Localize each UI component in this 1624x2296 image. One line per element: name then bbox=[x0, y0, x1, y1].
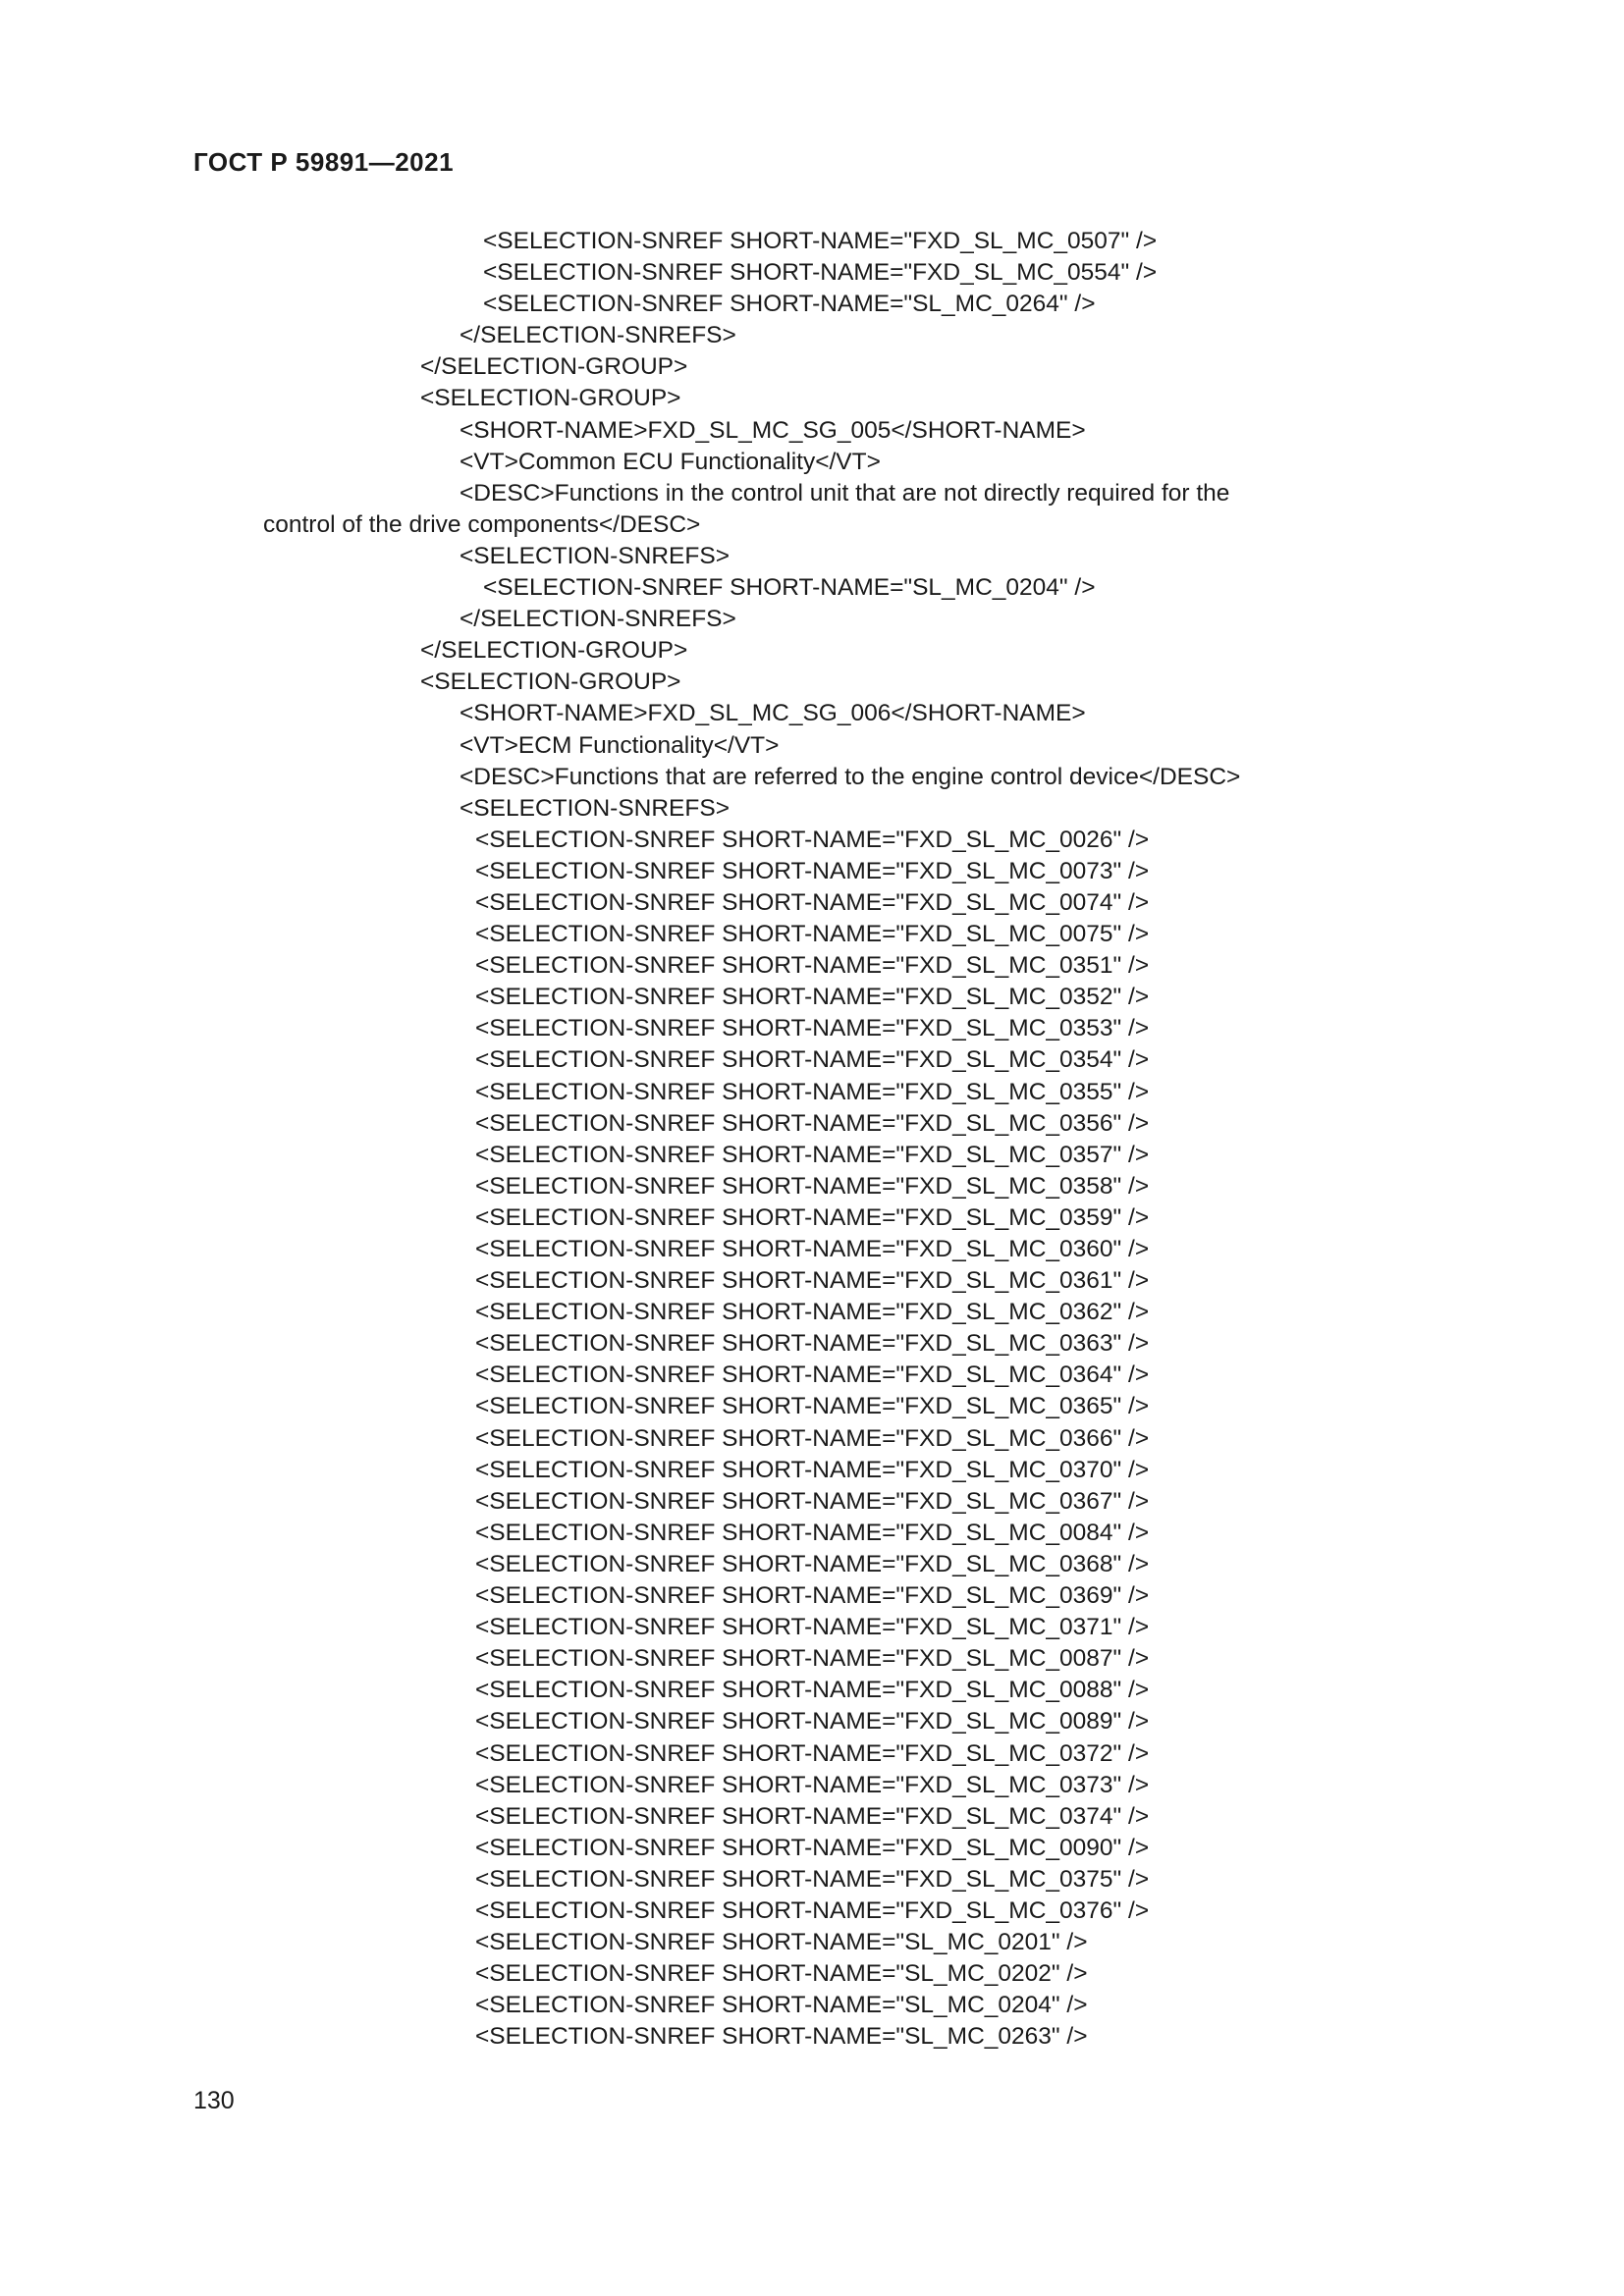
code-line bbox=[0, 1140, 1624, 1171]
code-line bbox=[0, 320, 1624, 351]
code-line-text: <SELECTION-SNREF SHORT-NAME="FXD_SL_MC_0089" /> bbox=[475, 1708, 1150, 1735]
code-line-text: <SELECTION-SNREF SHORT-NAME="SL_MC_0264" /> bbox=[483, 291, 1096, 318]
code-line-text: <SELECTION-SNREFS> bbox=[460, 542, 731, 569]
code-line-text: <SELECTION-SNREF SHORT-NAME="FXD_SL_MC_0370" /> bbox=[475, 1456, 1150, 1483]
code-line-text: <SELECTION-SNREF SHORT-NAME="FXD_SL_MC_0554" /> bbox=[483, 259, 1158, 287]
code-line bbox=[0, 1108, 1624, 1140]
code-line-text: <SELECTION-SNREF SHORT-NAME="FXD_SL_MC_0364" /> bbox=[475, 1362, 1150, 1389]
code-line-text: <SELECTION-SNREF SHORT-NAME="FXD_SL_MC_0360" /> bbox=[475, 1236, 1150, 1262]
code-line-text: <SELECTION-SNREF SHORT-NAME="FXD_SL_MC_0351" /> bbox=[475, 952, 1150, 980]
code-line-text: control of the drive components</DESC> bbox=[263, 510, 701, 538]
code-line-text: <SELECTION-SNREF SHORT-NAME="FXD_SL_MC_0087" /> bbox=[475, 1645, 1150, 1673]
code-line-text: </SELECTION-SNREFS> bbox=[460, 322, 736, 349]
code-line bbox=[0, 289, 1624, 320]
code-line-text: </SELECTION-GROUP> bbox=[420, 637, 688, 665]
code-line bbox=[0, 1643, 1624, 1675]
code-line bbox=[0, 1423, 1624, 1455]
code-line-text: <SELECTION-SNREF SHORT-NAME="FXD_SL_MC_0073" /> bbox=[475, 857, 1150, 884]
code-line bbox=[0, 1801, 1624, 1833]
code-line bbox=[0, 825, 1624, 856]
code-line bbox=[0, 604, 1624, 635]
code-line-text: <VT>Common ECU Functionality</VT> bbox=[460, 448, 881, 475]
code-line bbox=[0, 1455, 1624, 1486]
code-line-text: <SELECTION-SNREF SHORT-NAME="FXD_SL_MC_0026" /> bbox=[475, 826, 1150, 853]
code-line-text: </SELECTION-SNREFS> bbox=[460, 606, 736, 633]
code-line bbox=[0, 257, 1624, 289]
code-line-text: <SELECTION-SNREF SHORT-NAME="FXD_SL_MC_0359" /> bbox=[475, 1203, 1150, 1231]
code-line-text: <SELECTION-SNREF SHORT-NAME="SL_MC_0204" /> bbox=[475, 1992, 1088, 2019]
code-line-text: <SHORT-NAME>FXD_SL_MC_SG_005</SHORT-NAME> bbox=[460, 416, 1086, 444]
code-line bbox=[0, 1706, 1624, 1737]
code-line-text: <DESC>Functions that are referred to the engine control device</DESC> bbox=[460, 763, 1241, 790]
code-line bbox=[0, 478, 1624, 509]
code-line-text: <SELECTION-SNREF SHORT-NAME="FXD_SL_MC_0354" /> bbox=[475, 1046, 1150, 1074]
code-line bbox=[0, 1328, 1624, 1360]
code-line-text: <SELECTION-SNREF SHORT-NAME="FXD_SL_MC_0367" /> bbox=[475, 1487, 1150, 1515]
code-line bbox=[0, 1486, 1624, 1518]
code-line bbox=[0, 1202, 1624, 1234]
code-line bbox=[0, 1833, 1624, 1864]
code-line bbox=[0, 793, 1624, 825]
code-line bbox=[0, 667, 1624, 698]
code-line bbox=[0, 447, 1624, 478]
code-line-text: <SELECTION-GROUP> bbox=[420, 668, 681, 696]
code-line bbox=[0, 1171, 1624, 1202]
code-line bbox=[0, 1234, 1624, 1265]
code-line-text: <SELECTION-SNREF SHORT-NAME="SL_MC_0201" /> bbox=[475, 1929, 1088, 1956]
code-line bbox=[0, 1990, 1624, 2021]
code-line-text: <SELECTION-SNREF SHORT-NAME="FXD_SL_MC_0361" /> bbox=[475, 1267, 1150, 1295]
code-line bbox=[0, 226, 1624, 257]
code-line-text: <SELECTION-SNREF SHORT-NAME="FXD_SL_MC_0365" /> bbox=[475, 1393, 1150, 1420]
code-line-text: <SELECTION-SNREF SHORT-NAME="FXD_SL_MC_0355" /> bbox=[475, 1078, 1150, 1105]
code-line bbox=[0, 1958, 1624, 1990]
document-header: ГОСТ Р 59891—2021 bbox=[193, 147, 455, 177]
code-line-text: <SELECTION-SNREF SHORT-NAME="FXD_SL_MC_0084" /> bbox=[475, 1519, 1150, 1546]
code-line bbox=[0, 509, 1624, 541]
code-line-text: <SELECTION-SNREF SHORT-NAME="FXD_SL_MC_0088" /> bbox=[475, 1677, 1150, 1704]
code-line-text: <SELECTION-SNREF SHORT-NAME="FXD_SL_MC_0371" /> bbox=[475, 1614, 1150, 1641]
code-line bbox=[0, 982, 1624, 1013]
code-line bbox=[0, 1549, 1624, 1580]
code-line bbox=[0, 415, 1624, 447]
code-line-text: <SELECTION-SNREF SHORT-NAME="FXD_SL_MC_0363" /> bbox=[475, 1330, 1150, 1358]
code-line bbox=[0, 1297, 1624, 1328]
code-line-text: <SELECTION-SNREF SHORT-NAME="FXD_SL_MC_0374" /> bbox=[475, 1802, 1150, 1830]
code-line bbox=[0, 1391, 1624, 1422]
code-line-text: <SELECTION-SNREF SHORT-NAME="FXD_SL_MC_0353" /> bbox=[475, 1015, 1150, 1042]
code-line-text: <SELECTION-SNREF SHORT-NAME="FXD_SL_MC_0366" /> bbox=[475, 1424, 1150, 1452]
code-line bbox=[0, 919, 1624, 950]
code-line-text: <SELECTION-SNREF SHORT-NAME="FXD_SL_MC_0507" /> bbox=[483, 228, 1158, 254]
code-line bbox=[0, 887, 1624, 919]
code-line-text: <SELECTION-SNREF SHORT-NAME="FXD_SL_MC_0356" /> bbox=[475, 1109, 1150, 1137]
code-line-text: <SELECTION-SNREF SHORT-NAME="FXD_SL_MC_0362" /> bbox=[475, 1299, 1150, 1326]
code-line-text: <SELECTION-SNREF SHORT-NAME="FXD_SL_MC_0075" /> bbox=[475, 921, 1150, 948]
code-line-text: <SELECTION-SNREFS> bbox=[460, 794, 731, 822]
code-line-text: <SELECTION-SNREF SHORT-NAME="FXD_SL_MC_0375" /> bbox=[475, 1865, 1150, 1893]
code-line bbox=[0, 1864, 1624, 1896]
code-line bbox=[0, 1580, 1624, 1612]
code-line bbox=[0, 762, 1624, 793]
code-line bbox=[0, 572, 1624, 604]
code-line bbox=[0, 1518, 1624, 1549]
code-line-text: <SELECTION-SNREF SHORT-NAME="FXD_SL_MC_0352" /> bbox=[475, 984, 1150, 1011]
code-line bbox=[0, 1265, 1624, 1297]
code-line-text: <SELECTION-SNREF SHORT-NAME="FXD_SL_MC_0090" /> bbox=[475, 1834, 1150, 1861]
code-line-text: <SELECTION-GROUP> bbox=[420, 385, 681, 412]
code-line bbox=[0, 1927, 1624, 1958]
code-line bbox=[0, 1044, 1624, 1076]
code-line bbox=[0, 351, 1624, 383]
code-line bbox=[0, 1896, 1624, 1927]
code-line-text: <SELECTION-SNREF SHORT-NAME="FXD_SL_MC_0368" /> bbox=[475, 1550, 1150, 1577]
code-line bbox=[0, 1770, 1624, 1801]
code-line-text: <SELECTION-SNREF SHORT-NAME="FXD_SL_MC_0373" /> bbox=[475, 1771, 1150, 1798]
code-line-text: <SELECTION-SNREF SHORT-NAME="FXD_SL_MC_0357" /> bbox=[475, 1141, 1150, 1168]
code-line-text: </SELECTION-GROUP> bbox=[420, 353, 688, 381]
code-line-text: <SELECTION-SNREF SHORT-NAME="SL_MC_0202" /> bbox=[475, 1960, 1088, 1988]
code-line-text: <SELECTION-SNREF SHORT-NAME="FXD_SL_MC_0372" /> bbox=[475, 1739, 1150, 1767]
code-line-text: <SELECTION-SNREF SHORT-NAME="FXD_SL_MC_0074" /> bbox=[475, 888, 1150, 916]
xml-code-block bbox=[0, 226, 1624, 2053]
code-line bbox=[0, 383, 1624, 414]
code-line-text: <SELECTION-SNREF SHORT-NAME="FXD_SL_MC_0358" /> bbox=[475, 1172, 1150, 1200]
page-number: 130 bbox=[193, 2087, 235, 2114]
code-line bbox=[0, 730, 1624, 762]
code-line bbox=[0, 1738, 1624, 1770]
code-line bbox=[0, 1360, 1624, 1391]
code-line-text: <SHORT-NAME>FXD_SL_MC_SG_006</SHORT-NAME> bbox=[460, 700, 1086, 727]
code-line bbox=[0, 2021, 1624, 2053]
code-line bbox=[0, 541, 1624, 572]
code-line bbox=[0, 1013, 1624, 1044]
code-line-text: <SELECTION-SNREF SHORT-NAME="SL_MC_0204" /> bbox=[483, 574, 1096, 602]
code-line-text: <SELECTION-SNREF SHORT-NAME="FXD_SL_MC_0376" /> bbox=[475, 1896, 1150, 1924]
code-line bbox=[0, 698, 1624, 729]
code-line bbox=[0, 1612, 1624, 1643]
code-line-text: <DESC>Functions in the control unit that are not directly required for the bbox=[460, 479, 1230, 507]
code-line-text: <SELECTION-SNREF SHORT-NAME="FXD_SL_MC_0369" /> bbox=[475, 1582, 1150, 1610]
code-line bbox=[0, 635, 1624, 667]
code-line-text: <SELECTION-SNREF SHORT-NAME="SL_MC_0263" /> bbox=[475, 2023, 1088, 2051]
code-line-text: <VT>ECM Functionality</VT> bbox=[460, 731, 780, 759]
code-line bbox=[0, 1675, 1624, 1706]
code-line bbox=[0, 1077, 1624, 1108]
code-line bbox=[0, 950, 1624, 982]
code-line bbox=[0, 856, 1624, 887]
